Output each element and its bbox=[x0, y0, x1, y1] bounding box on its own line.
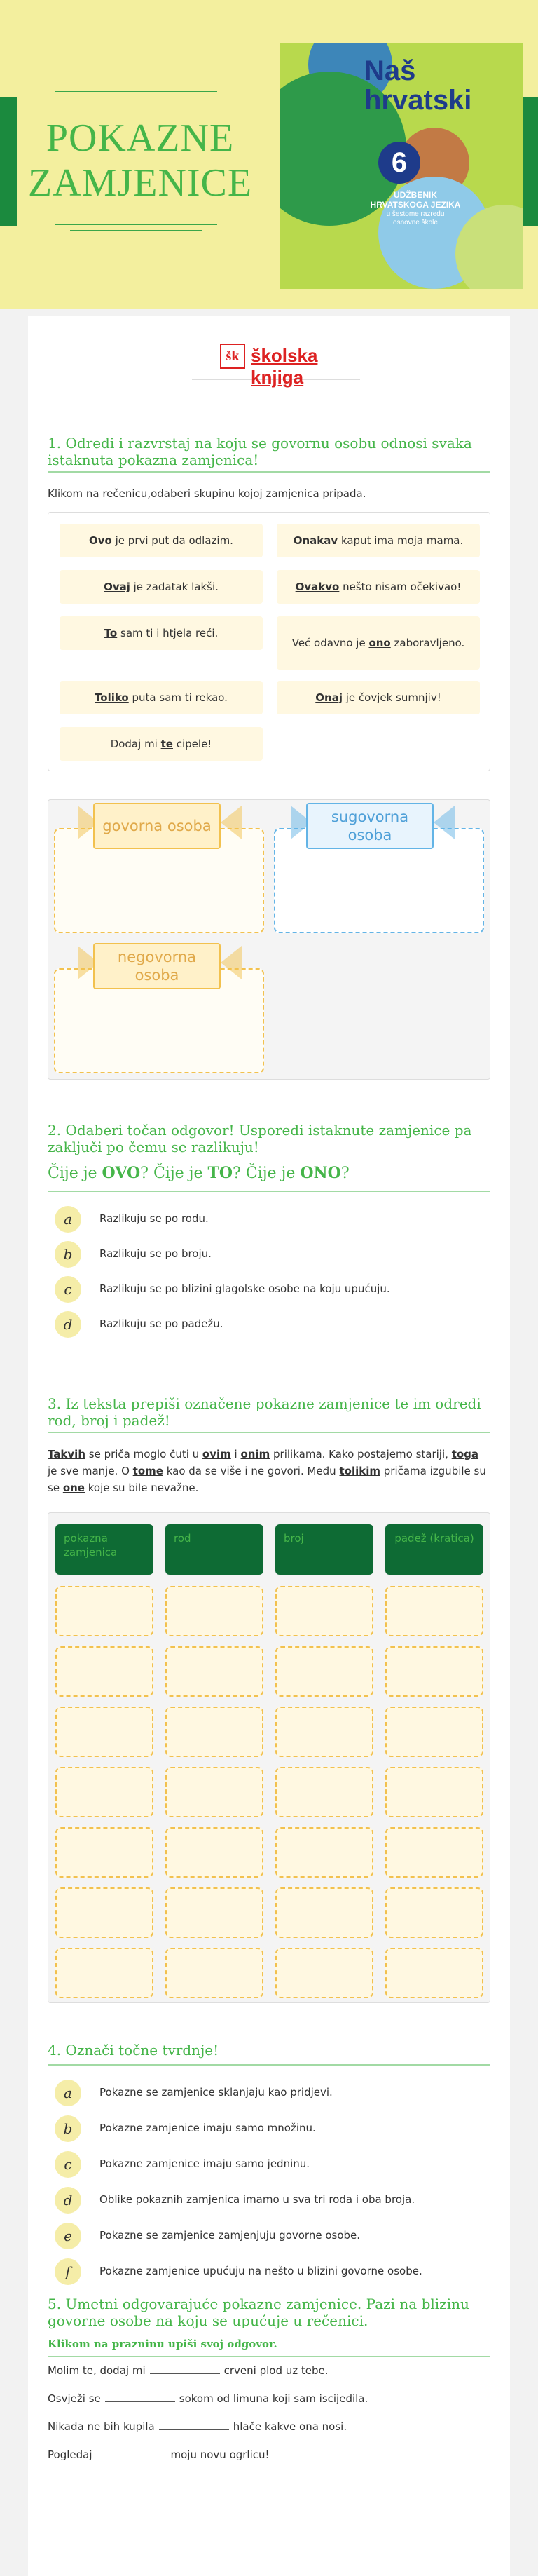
sentence-chip[interactable]: Onakav kaput ima moja mama. bbox=[277, 524, 480, 557]
answer-cell[interactable] bbox=[275, 1948, 373, 1998]
sentence-chip[interactable]: Ovakvo nešto nisam očekivao! bbox=[277, 570, 480, 604]
label-negovorna-osoba: negovorna osoba bbox=[93, 943, 221, 989]
q5-sentence: Pogledaj moju novu ogrlicu! bbox=[48, 2448, 270, 2461]
q3-answer-grid bbox=[48, 1512, 490, 2003]
label-govorna-osoba: govorna osoba bbox=[93, 803, 221, 849]
column-header: pokazna zamjenica bbox=[55, 1524, 153, 1575]
answer-cell[interactable] bbox=[55, 1948, 153, 1998]
answer-cell[interactable] bbox=[275, 1767, 373, 1817]
q2-title: 2. Odaberi točan odgovor! Usporedi istaknute zamjenice pa zaključi po čemu se razlikuju! bbox=[48, 1122, 472, 1155]
column-header: padež (kratica) bbox=[385, 1524, 483, 1575]
title-divider-top bbox=[55, 91, 217, 92]
answer-cell[interactable] bbox=[165, 1887, 263, 1938]
q4-option-c[interactable]: c Pokazne zamjenice imaju samo jedninu. bbox=[48, 2150, 490, 2181]
q5-instruction: Klikom na prazninu upiši svoj odgovor. bbox=[48, 2338, 277, 2350]
q1-dropzone-area bbox=[48, 799, 490, 1080]
q2-option-d[interactable]: d Razlikuju se po padežu. bbox=[48, 1310, 490, 1341]
hero-band-left bbox=[0, 97, 17, 226]
hero-band-right bbox=[521, 97, 538, 226]
answer-cell[interactable] bbox=[55, 1887, 153, 1938]
answer-cell[interactable] bbox=[165, 1646, 263, 1697]
sentence-chip[interactable]: Onaj je čovjek sumnjiv! bbox=[277, 681, 480, 714]
answer-cell[interactable] bbox=[165, 1767, 263, 1817]
answer-blank[interactable] bbox=[97, 2448, 167, 2458]
answer-cell[interactable] bbox=[275, 1827, 373, 1878]
label-sugovorna-osoba: sugovorna osoba bbox=[306, 803, 434, 849]
column-header: broj bbox=[275, 1524, 373, 1575]
answer-cell[interactable] bbox=[385, 1586, 483, 1636]
sentence-chip[interactable]: To sam ti i htjela reći. bbox=[60, 616, 263, 650]
q4-option-f[interactable]: f Pokazne zamjenice upućuju na nešto u blizini govorne osobe. bbox=[48, 2257, 490, 2288]
answer-cell[interactable] bbox=[55, 1586, 153, 1636]
sentence-chip[interactable]: Ovaj je zadatak lakši. bbox=[60, 570, 263, 604]
answer-cell[interactable] bbox=[385, 1887, 483, 1938]
cover-grade-number: 6 bbox=[378, 142, 420, 184]
answer-cell[interactable] bbox=[55, 1827, 153, 1878]
answer-cell[interactable] bbox=[55, 1767, 153, 1817]
answer-cell[interactable] bbox=[275, 1887, 373, 1938]
answer-cell[interactable] bbox=[385, 1767, 483, 1817]
q3-divider bbox=[48, 1432, 490, 1433]
answer-cell[interactable] bbox=[275, 1586, 373, 1636]
q1-title: 1. Odredi i razvrstaj na koju se govornu osobu odnosi svaka istaknuta pokazna zamjenica! bbox=[48, 435, 472, 468]
q5-title: 5. Umetni odgovarajuće pokazne zamjenice. Pazi na blizinu govorne osobe na koju se upućuje u rečenici. bbox=[48, 2296, 469, 2329]
answer-cell[interactable] bbox=[385, 1646, 483, 1697]
q4-option-b[interactable]: b Pokazne zamjenice imaju samo množinu. bbox=[48, 2114, 490, 2145]
answer-cell[interactable] bbox=[55, 1646, 153, 1697]
q2-option-c[interactable]: c Razlikuju se po blizini glagolske osobe na koju upućuju. bbox=[48, 1275, 490, 1306]
sentence-chip[interactable]: Već odavno je ono zaboravljeno. bbox=[277, 616, 480, 670]
q5-sentence: Nikada ne bih kupila hlače kakve ona nosi. bbox=[48, 2420, 347, 2433]
cover-title: Naš hrvatski bbox=[364, 55, 472, 116]
title-divider-bottom2 bbox=[70, 230, 202, 231]
book-cover-image bbox=[280, 43, 523, 289]
answer-cell[interactable] bbox=[385, 1707, 483, 1757]
page-title: POKAZNE ZAMJENICE bbox=[28, 116, 253, 205]
q1-instruction: Klikom na rečenicu,odaberi skupinu kojoj zamjenica pripada. bbox=[48, 487, 366, 500]
sentence-chip[interactable]: Ovo je prvi put da odlazim. bbox=[60, 524, 263, 557]
answer-cell[interactable] bbox=[385, 1827, 483, 1878]
answer-cell[interactable] bbox=[385, 1948, 483, 1998]
hero-header bbox=[0, 0, 538, 309]
answer-cell[interactable] bbox=[55, 1707, 153, 1757]
answer-cell[interactable] bbox=[165, 1948, 263, 1998]
answer-cell[interactable] bbox=[275, 1646, 373, 1697]
publisher-logo: šk školska knjiga bbox=[192, 338, 360, 380]
q4-title: 4. Označi točne tvrdnje! bbox=[48, 2042, 219, 2059]
answer-cell[interactable] bbox=[165, 1707, 263, 1757]
sentence-chip[interactable]: Dodaj mi te cipele! bbox=[60, 727, 263, 761]
sentence-chip[interactable]: Toliko puta sam ti rekao. bbox=[60, 681, 263, 714]
q4-option-d[interactable]: d Oblike pokaznih zamjenica imamo u sva tri roda i oba broja. bbox=[48, 2185, 490, 2216]
q5-sentence: Osvježi se sokom od limuna koji sam iscijedila. bbox=[48, 2392, 368, 2405]
answer-blank[interactable] bbox=[150, 2364, 220, 2374]
q5-divider bbox=[48, 2356, 490, 2357]
q2-option-a[interactable]: a Razlikuju se po rodu. bbox=[48, 1205, 490, 1235]
q4-divider bbox=[48, 2064, 490, 2066]
q4-option-a[interactable]: a Pokazne se zamjenice sklanjaju kao pridjevi. bbox=[48, 2078, 490, 2109]
worksheet-card bbox=[28, 316, 510, 2576]
answer-cell[interactable] bbox=[165, 1827, 263, 1878]
q5-sentence: Molim te, dodaj mi crveni plod uz tebe. bbox=[48, 2364, 329, 2377]
column-header: rod bbox=[165, 1524, 263, 1575]
answer-cell[interactable] bbox=[275, 1707, 373, 1757]
answer-cell[interactable] bbox=[165, 1586, 263, 1636]
q3-title: 3. Iz teksta prepiši označene pokazne zamjenice te im odredi rod, broj i padež! bbox=[48, 1395, 481, 1429]
q2-divider bbox=[48, 1191, 490, 1192]
q3-text: Takvih se priča moglo čuti u ovim i onim prilikama. Kako postajemo stariji, toga je sve manje. O tome kao da se više i ne govori. Među tolikim pričama izgubile su se one koje su bile nevažne. bbox=[48, 1448, 486, 1494]
q2-option-b[interactable]: b Razlikuju se po broju. bbox=[48, 1240, 490, 1270]
title-divider-bottom bbox=[55, 224, 217, 225]
cover-subtitle: UDŽBENIK HRVATSKOGA JEZIKA u šestome razredu osnovne škole bbox=[370, 190, 461, 226]
q4-option-e[interactable]: e Pokazne se zamjenice zamjenjuju govorne osobe. bbox=[48, 2221, 490, 2252]
q2-subtitle: Čije je OVO? Čije je TO? Čije je ONO? bbox=[48, 1164, 350, 1182]
q1-sentence-panel bbox=[48, 512, 490, 771]
answer-blank[interactable] bbox=[105, 2392, 175, 2402]
q1-divider bbox=[48, 471, 490, 473]
answer-blank[interactable] bbox=[159, 2420, 229, 2430]
